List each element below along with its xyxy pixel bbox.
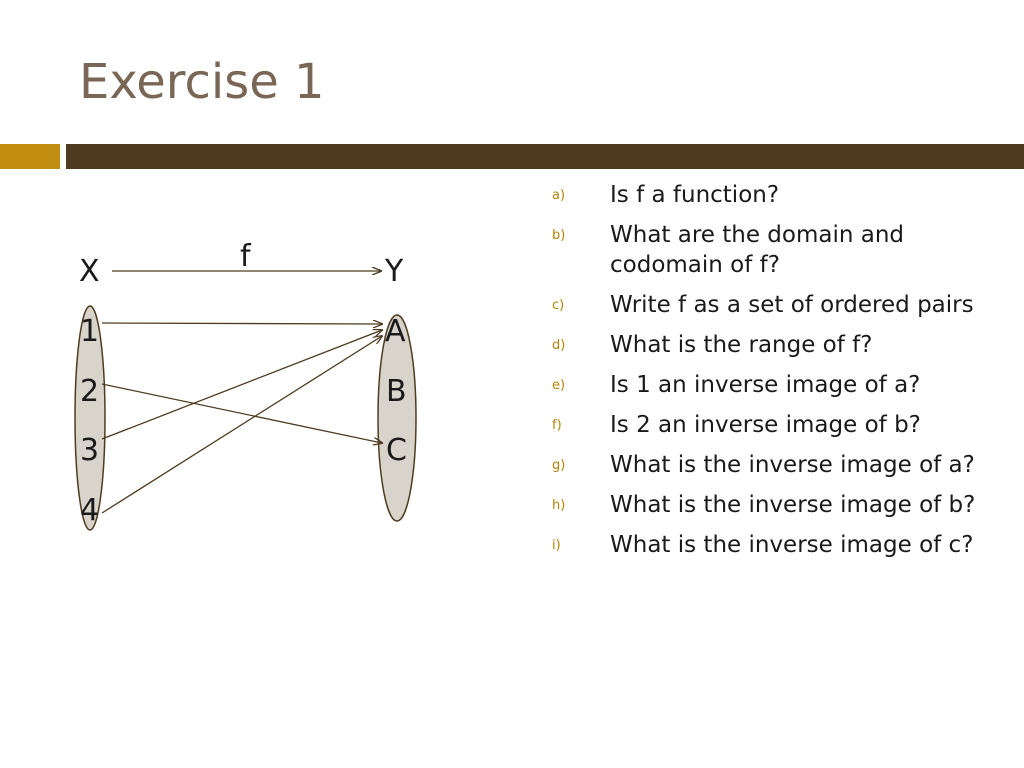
domain-element-1: 1	[80, 314, 100, 349]
question-item	[552, 180, 992, 210]
question-marker: g)	[552, 458, 566, 473]
question-marker: i)	[552, 538, 561, 553]
codomain-element-b: B	[386, 374, 407, 409]
question-item	[552, 290, 992, 320]
domain-label: X	[79, 254, 100, 289]
slide-title: Exercise 1	[79, 54, 325, 110]
question-text: Is 1 an inverse image of a?	[610, 372, 921, 398]
codomain-label: Y	[385, 254, 404, 289]
question-text: Is f a function?	[610, 182, 780, 208]
question-marker: h)	[552, 498, 566, 513]
question-item	[552, 330, 992, 360]
mapping-arrow-4-to-a	[102, 336, 382, 513]
domain-element-4: 4	[80, 493, 100, 528]
domain-element-2: 2	[80, 374, 100, 409]
question-text: What is the inverse image of a?	[610, 452, 975, 478]
question-item	[552, 490, 992, 520]
question-text: Is 2 an inverse image of b?	[610, 412, 921, 438]
domain-element-3: 3	[80, 433, 100, 468]
question-item	[552, 410, 992, 440]
question-marker: c)	[552, 298, 565, 313]
question-text: Write f as a set of ordered pairs	[610, 292, 974, 318]
question-text: What is the inverse image of b?	[610, 492, 976, 518]
function-label: f	[240, 239, 251, 274]
codomain-element-a: A	[385, 314, 406, 349]
codomain-element-c: C	[386, 433, 407, 468]
question-item	[552, 220, 992, 280]
question-marker: a)	[552, 188, 566, 203]
mapping-arrow-3-to-a	[102, 330, 382, 439]
question-text: What are the domain and codomain of f?	[610, 222, 905, 278]
question-marker: f)	[552, 418, 562, 433]
exercise-questions-list	[552, 180, 992, 570]
question-text: What is the inverse image of c?	[610, 532, 974, 558]
question-item	[552, 450, 992, 480]
question-text: What is the range of f?	[610, 332, 873, 358]
question-item	[552, 370, 992, 400]
question-marker: b)	[552, 228, 566, 243]
question-marker: d)	[552, 338, 566, 353]
mapping-arrow-2-to-c	[102, 384, 382, 443]
question-item	[552, 530, 992, 560]
mapping-arrow-1-to-a	[102, 323, 382, 324]
question-marker: e)	[552, 378, 566, 393]
